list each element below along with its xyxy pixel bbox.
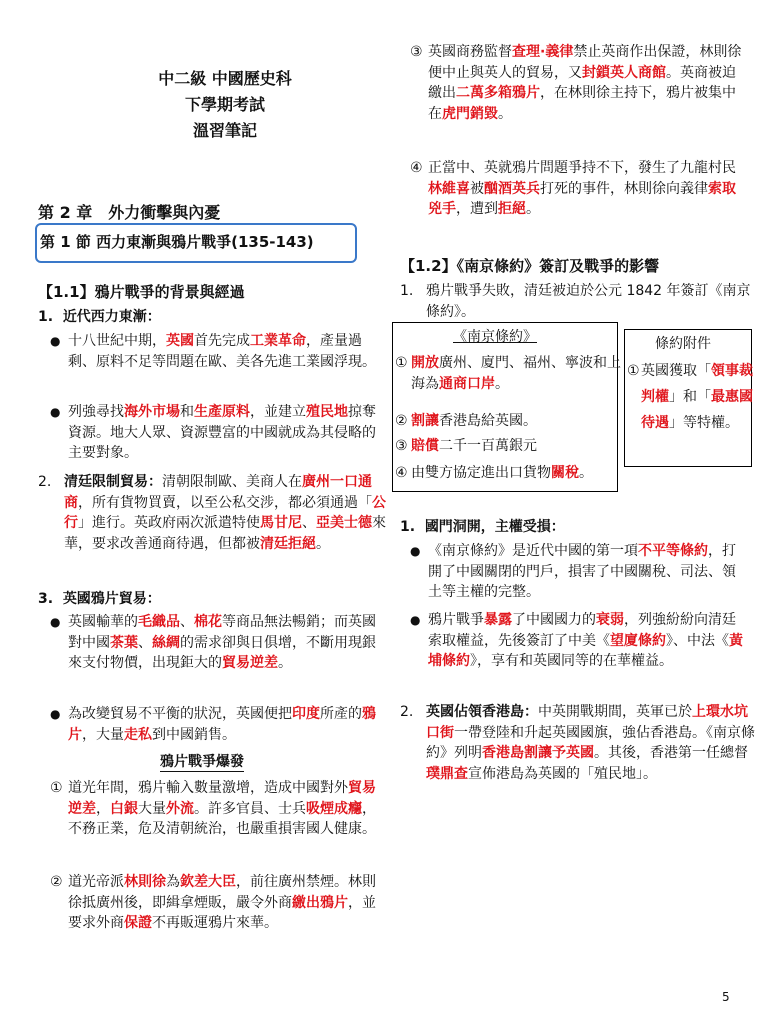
bullet-dot-icon: ● xyxy=(50,615,61,629)
header-line-1: 中二級 中國歷史科 xyxy=(158,69,292,88)
bullet-dot-icon: ● xyxy=(50,707,61,721)
treaty-term-2: ② 割讓香港島給英國。 xyxy=(395,413,537,429)
war-point-4: ④ 正當中、英就鴉片問題爭持不下，發生了九龍村民林維喜被酗酒英兵打死的事件，林則徐向義律索取兇手，遭到拒絕。 xyxy=(410,160,736,217)
bullet-dot-icon: ● xyxy=(410,544,421,558)
bullet-3-2: ● 為改變貿易不平衡的狀況，英國便把印度所產的鴉片，大量走私到中國銷售。 xyxy=(50,706,376,743)
war-point-3: ③ 英國商務監督查理·義律禁止英商作出保證，林則徐便中止與英人的貿易，又封鎖英人商館。英商被迫繳出二萬多箱鴉片，在林則徐主持下，鴉片被集中在虎門銷毀。 xyxy=(410,44,742,122)
s11-point2-label: 清廷限制貿易： xyxy=(64,474,162,490)
bullet-dot-icon: ● xyxy=(410,613,421,627)
bullet-3-1: ● 英國輸華的毛織品、棉花等商品無法暢銷；而英國對中國茶葉、絲綢的需求卻與日俱增，不斷用現銀來支付物價，出現鉅大的貿易逆差。 xyxy=(50,614,376,671)
treaty-term-1: ① 開放廣州、廈門、福州、寧波和上海為通商口岸。 xyxy=(395,355,621,392)
s11-point2: 2. 清廷限制貿易：清朝限制歐、美商人在廣州一口通商，所有貨物買賣，以至公私交涉，都必須通過「公行」進行。英政府兩次派遣特使馬甘尼、亞美士德來華，要求改善通商待遇，但都被清廷拒絕。 xyxy=(38,474,386,552)
header-line-2: 下學期考試 xyxy=(184,95,265,114)
bullet-1-2: ● 列強尋找海外市場和生產原料，並建立殖民地掠奪資源。地大人眾、資源豐富的中國就成為其侵略的主要對象。 xyxy=(50,404,376,461)
s12-sub2-label: 英國佔領香港島： xyxy=(426,704,538,720)
annex-term: ① 英國獲取「領事裁判權」和「最惠國待遇」等特權。 xyxy=(627,363,753,431)
s12-sub1-label: 國門洞開，主權受損： xyxy=(424,519,565,535)
war-point-1: ① 道光年間，鴉片輸入數量激增，造成中國對外貿易逆差，白銀大量外流。許多官員、士兵吸煙成癮，不務正業，危及清朝統治，也嚴重損害國人健康。 xyxy=(50,780,376,837)
s12-heading: 【1.2】《南京條約》簽訂及戰爭的影響 xyxy=(400,257,660,275)
s12-sub1-number: 1. xyxy=(400,519,425,535)
s11-heading: 【1.1】鴉片戰爭的背景與經過 xyxy=(38,283,245,301)
s11-point1-label: 近代西力東漸： xyxy=(62,309,161,325)
bullet-dot-icon: ● xyxy=(50,405,61,419)
s12-item1 xyxy=(400,281,756,322)
annex-box-title: 條約附件 xyxy=(655,336,711,352)
header-line-3: 溫習筆記 xyxy=(192,121,257,140)
chapter-title: 第 2 章 外力衝擊與內憂 xyxy=(38,203,221,222)
bullet-12-2: ● 鴉片戰爭暴露了中國國力的衰弱，列強紛紛向清廷索取權益，先後簽訂了中美《望廈條約》、中法《黃埔條約》，享有和英國同等的在華權益。 xyxy=(410,612,743,669)
s11-point3-label: 英國鴉片貿易： xyxy=(62,591,161,607)
s11-point1-title xyxy=(38,306,161,326)
doc-header xyxy=(100,66,350,144)
s12-item1-text: 鴉片戰爭失敗，清廷被迫於公元 1842 年簽訂《南京條約》。 xyxy=(426,283,751,320)
s11-point1-number: 1. xyxy=(38,309,63,325)
page-number: 5 xyxy=(722,990,730,1004)
s12-sub2: 2. 英國佔領香港島：中英開戰期間，英軍已於上環水坑口街一帶登陸和升起英國國旗，強佔香港島。《南京條約》列明香港島割讓予英國。其後，香港第一任總督璞鼎查宣佈港島為英國的「殖民地」。 xyxy=(400,704,755,782)
treaty-term-4: ④ 由雙方協定進出口貨物關稅。 xyxy=(395,465,593,481)
s11-point3-title xyxy=(38,588,161,608)
s11-point3-number: 3. xyxy=(38,591,63,607)
treaty-term-3: ③ 賠償二千一百萬銀元 xyxy=(395,438,537,454)
treaty-box-title: 《南京條約》 xyxy=(453,329,537,345)
war-heading: 鴉片戰爭爆發 xyxy=(160,754,244,770)
section-title: 第 1 節 西力東漸與鴉片戰爭(135-143) xyxy=(40,233,314,251)
s12-sub1-title xyxy=(400,516,565,536)
treaty-box xyxy=(392,322,621,492)
s12-sub2-number: 2. xyxy=(400,704,414,720)
bullet-12-1: ● 《南京條約》是近代中國的第一項不平等條約，打開了中國關閉的門戶，損害了中國關稅、司法、領土等主權的完整。 xyxy=(410,543,736,600)
bullet-dot-icon: ● xyxy=(50,334,61,348)
war-point-2: ② 道光帝派林則徐為欽差大臣，前往廣州禁煙。林則徐抵廣州後，即緝拿煙販，嚴令外商繳出鴉片，並要求外商保證不再販運鴉片來華。 xyxy=(50,874,376,931)
annex-box xyxy=(624,329,752,467)
s11-point2-number: 2. xyxy=(38,474,52,490)
bullet-1-1: ● 十八世紀中期，英國首先完成工業革命，產量過剩、原料不足等問題在歐、美各先進工業國浮現。 xyxy=(50,333,376,370)
s12-item1-number: 1. xyxy=(400,283,414,299)
